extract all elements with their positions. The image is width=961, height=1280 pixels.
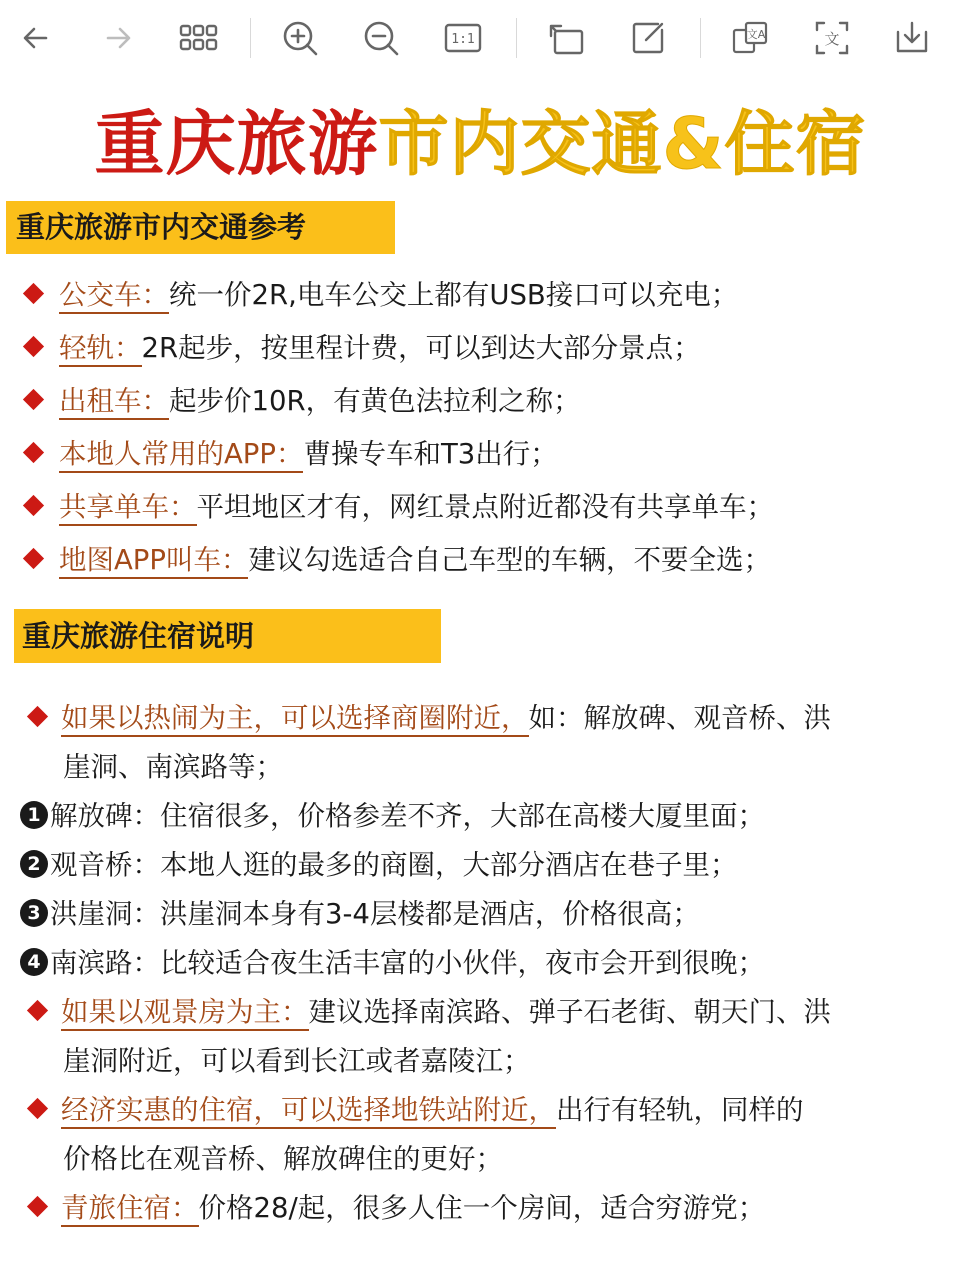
title-part-red: 重庆旅游	[94, 103, 379, 185]
lodging-key: 青旅住宿：	[61, 1192, 199, 1227]
diamond-bullet-icon	[27, 999, 48, 1020]
transport-item-key: 出租车：	[59, 385, 169, 420]
diamond-bullet-icon	[23, 441, 44, 462]
lodging-paragraph	[22, 1184, 957, 1233]
lodging-text: 崖洞附近，可以看到长江或者嘉陵江；	[63, 1045, 531, 1077]
transport-item-text: 建议勾选适合自己车型的车辆，不要全选；	[248, 544, 771, 576]
diamond-bullet-icon	[27, 1097, 48, 1118]
transport-item-text: 统一价2R,电车公交上都有USB接口可以充电；	[169, 279, 739, 311]
transport-item-text: 曹操专车和T3出行；	[303, 438, 558, 470]
lodging-text: 建议选择南滨路、弹子石老街、朝天门、洪	[308, 996, 831, 1028]
toolbar-divider	[516, 18, 517, 58]
diamond-bullet-icon	[23, 282, 44, 303]
transport-section-header: 重庆旅游市内交通参考	[6, 201, 395, 254]
numbered-item-text: 洪崖洞：洪崖洞本身有3-4层楼都是酒店，价格很高；	[50, 898, 700, 930]
download-icon[interactable]	[890, 16, 934, 60]
transport-item-key: 地图APP叫车：	[59, 544, 248, 579]
number-badge: 3	[20, 899, 48, 927]
diamond-bullet-icon	[27, 705, 48, 726]
transport-item-key: 共享单车：	[59, 491, 197, 526]
transport-item-text: 2R起步，按里程计费，可以到达大部分景点；	[141, 332, 701, 364]
viewer-toolbar	[0, 0, 961, 78]
transport-item-text: 起步价10R，有黄色法拉利之称；	[169, 385, 581, 417]
transport-item	[22, 540, 771, 580]
transport-item	[22, 434, 558, 474]
transport-item-key: 本地人常用的APP：	[59, 438, 303, 473]
toolbar-divider	[250, 18, 251, 58]
transport-item	[22, 328, 701, 368]
transport-item-key: 公交车：	[59, 279, 169, 314]
number-badge: 1	[20, 801, 48, 829]
transport-item-text: 平坦地区才有，网红景点附近都没有共享单车；	[196, 491, 774, 523]
edit-icon[interactable]	[626, 16, 670, 60]
grid-icon[interactable]	[176, 16, 220, 60]
lodging-text: 价格比在观音桥、解放碑住的更好；	[63, 1143, 503, 1175]
svg-text:1:1: 1:1	[451, 32, 475, 47]
diamond-bullet-icon	[23, 494, 44, 515]
lodging-paragraph	[22, 988, 957, 1086]
numbered-item-text: 观音桥：本地人逛的最多的商圈，大部分酒店在巷子里；	[50, 849, 738, 881]
svg-text:文: 文	[824, 30, 840, 48]
translate-icon[interactable]	[728, 16, 772, 60]
diamond-bullet-icon	[23, 547, 44, 568]
toolbar-divider	[700, 18, 701, 58]
forward-icon[interactable]	[96, 16, 140, 60]
diamond-bullet-icon	[23, 388, 44, 409]
lodging-paragraph	[22, 694, 957, 792]
transport-item	[22, 275, 738, 315]
number-badge: 4	[20, 948, 48, 976]
numbered-item-text: 南滨路：比较适合夜生活丰富的小伙伴，夜市会开到很晚；	[50, 947, 765, 979]
lodging-key: 经济实惠的住宿，可以选择地铁站附近，	[61, 1094, 556, 1129]
numbered-item	[20, 841, 738, 890]
lodging-section-header: 重庆旅游住宿说明	[14, 609, 441, 663]
transport-item	[22, 381, 581, 421]
lodging-key: 如果以热闹为主，可以选择商圈附近，	[61, 702, 529, 737]
lodging-key: 如果以观景房为主：	[61, 996, 309, 1031]
transport-item	[22, 487, 774, 527]
actual-size-icon[interactable]	[441, 16, 485, 60]
diamond-bullet-icon	[27, 1195, 48, 1216]
svg-text:文A: 文A	[746, 28, 766, 41]
numbered-item	[20, 792, 765, 841]
rotate-icon[interactable]	[544, 16, 588, 60]
title-part-yellow: 市内交通&住宿	[378, 103, 867, 185]
diamond-bullet-icon	[23, 335, 44, 356]
lodging-text: 出行有轻轨，同样的	[556, 1094, 804, 1126]
lodging-text: 崖洞、南滨路等；	[63, 751, 283, 783]
transport-item-key: 轻轨：	[59, 332, 142, 367]
lodging-paragraph	[22, 1086, 957, 1184]
back-icon[interactable]	[14, 16, 58, 60]
zoom-in-icon[interactable]	[278, 16, 322, 60]
zoom-out-icon[interactable]	[359, 16, 403, 60]
numbered-item-text: 解放碑：住宿很多，价格参差不齐，大部在高楼大厦里面；	[50, 800, 765, 832]
numbered-item	[20, 939, 765, 988]
lodging-text: 如：解放碑、观音桥、洪	[528, 702, 831, 734]
page-title	[0, 96, 961, 192]
numbered-item	[20, 890, 700, 939]
number-badge: 2	[20, 850, 48, 878]
lodging-text: 价格28/起，很多人住一个房间，适合穷游党；	[198, 1192, 766, 1224]
text-recognize-icon[interactable]	[810, 16, 854, 60]
